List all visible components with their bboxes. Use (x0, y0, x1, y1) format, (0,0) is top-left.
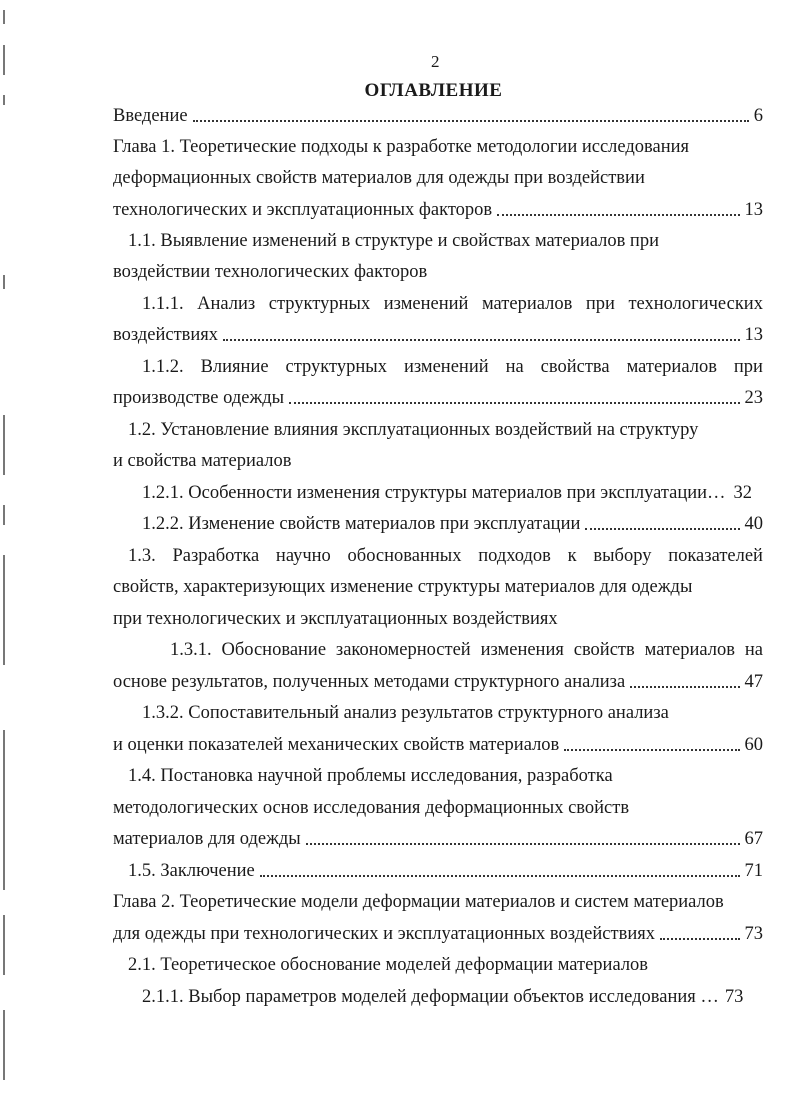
toc-section-1-4-line-1[interactable]: 1.4. Постановка научной проблемы исследования, разработка (128, 766, 613, 786)
toc-section-2-1[interactable]: 2.1. Теоретическое обоснование моделей деформации материалов (128, 955, 649, 975)
toc-entry-text: и оценки показателей механических свойств материалов (113, 735, 560, 755)
toc-page-number: 47 (744, 672, 763, 692)
toc-entry-text: материалов для одежды (113, 829, 301, 849)
dot-leader (630, 686, 739, 688)
word: свойства (540, 357, 610, 377)
toc-section-1-2-line-2[interactable]: и свойства материалов (113, 451, 292, 471)
dot-leader (223, 339, 739, 341)
toc-entry-text: технологических и эксплуатационных факторов (113, 200, 493, 220)
toc-section-1-3-1-line-2[interactable] (113, 670, 763, 694)
toc-section-1-3-line-3[interactable]: при технологических и эксплуатационных воздействиях (113, 609, 558, 629)
word: материалов (481, 294, 573, 314)
word: при (585, 294, 615, 314)
word: структурных (285, 357, 387, 377)
toc-section-1-2-2[interactable] (142, 512, 763, 536)
word: научно (275, 546, 331, 566)
toc-page-number: 13 (744, 200, 763, 220)
word: технологических (628, 294, 763, 314)
toc-entry-text: 2.1.1. Выбор параметров моделей деформации объектов исследования … (142, 987, 719, 1007)
toc-entry-text: основе результатов, полученных методами структурного анализа (113, 672, 626, 692)
toc-entry-intro[interactable] (113, 104, 763, 128)
binding-mark (3, 505, 5, 525)
toc-page-number: 67 (744, 829, 763, 849)
toc-chapter-1-line-3[interactable] (113, 198, 763, 222)
word: изменений (383, 294, 469, 314)
word: к (567, 546, 577, 566)
word: на (505, 357, 524, 377)
word: подходов (478, 546, 551, 566)
toc-section-1-2-1[interactable] (142, 481, 763, 505)
page-title: ОГЛАВЛЕНИЕ (364, 80, 503, 101)
dot-leader (193, 120, 749, 122)
toc-entry-text: 1.2.2. Изменение свойств материалов при эксплуатации (142, 514, 581, 534)
binding-mark (3, 415, 5, 475)
binding-edge-marks (3, 0, 11, 1095)
toc-section-1-1-2-line-1[interactable] (142, 355, 763, 379)
toc-entry-text: для одежды при технологических и эксплуатационных воздействиях (113, 924, 655, 944)
toc-entry-text: Введение (113, 106, 188, 126)
toc-page-number: 32 (733, 483, 753, 503)
toc-page-number: 73 (724, 987, 744, 1007)
toc-section-1-2-line-1[interactable]: 1.2. Установление влияния эксплуатационных воздействий на структуру (128, 420, 699, 440)
toc-page-number: 60 (744, 735, 763, 755)
toc-section-1-3-line-2[interactable]: свойств, характеризующих изменение структуры материалов для одежды (113, 577, 693, 597)
dot-leader (585, 528, 739, 530)
word: при (733, 357, 763, 377)
toc-section-1-1-2-line-2[interactable] (113, 386, 763, 410)
word: выбору (593, 546, 652, 566)
toc-entry-text: производстве одежды (113, 388, 285, 408)
word: изменения (480, 640, 564, 660)
toc-section-1-1-line-2[interactable]: воздействии технологических факторов (113, 262, 428, 282)
word: материалов (644, 640, 735, 660)
word: Анализ (197, 294, 256, 314)
toc-entry-text: воздействиях (113, 325, 219, 345)
word: на (744, 640, 763, 660)
toc-section-1-3-2-line-2[interactable] (113, 733, 763, 757)
dot-leader (260, 875, 740, 877)
dot-leader (289, 402, 739, 404)
word: 1.3.1. (170, 640, 212, 660)
toc-section-1-5[interactable] (128, 859, 763, 883)
word: Обоснование (221, 640, 327, 660)
word: структурных (268, 294, 371, 314)
word: материалов (626, 357, 717, 377)
dot-leader (497, 214, 739, 216)
binding-mark (3, 915, 5, 975)
word: показателей (668, 546, 763, 566)
toc-section-1-3-line-1[interactable] (128, 544, 763, 568)
dot-leader (564, 749, 739, 751)
toc-page-number: 71 (744, 861, 763, 881)
toc-section-1-1-line-1[interactable]: 1.1. Выявление изменений в структуре и свойствах материалов при (128, 231, 659, 251)
page-number: 2 (431, 52, 440, 71)
binding-mark (3, 45, 5, 75)
dot-leader (306, 843, 740, 845)
toc-chapter-2-line-2[interactable] (113, 922, 763, 946)
toc-chapter-1-line-2[interactable]: деформационных свойств материалов для одежды при воздействии (113, 168, 645, 188)
toc-section-1-3-1-line-1[interactable] (170, 638, 763, 662)
word: 1.3. (128, 546, 156, 566)
word: 1.1.1. (142, 294, 184, 314)
word: обоснованных (347, 546, 462, 566)
dot-leader (660, 938, 740, 940)
binding-mark (3, 275, 5, 289)
toc-page-number: 73 (744, 924, 763, 944)
toc-entry-text: 1.2.1. Особенности изменения структуры материалов при эксплуатации… (142, 483, 726, 503)
toc-section-1-3-2-line-1[interactable]: 1.3.2. Сопоставительный анализ результатов структурного анализа (142, 703, 669, 723)
toc-section-1-4-line-3[interactable] (113, 827, 763, 851)
toc-entry-text: 1.5. Заключение (128, 861, 255, 881)
binding-mark (3, 730, 5, 890)
toc-page-number: 6 (753, 106, 763, 126)
toc-section-2-1-1[interactable] (142, 985, 753, 1009)
toc-chapter-1-line-1[interactable]: Глава 1. Теоретические подходы к разработке методологии исследования (113, 137, 690, 157)
binding-mark (3, 555, 5, 665)
toc-section-1-4-line-2[interactable]: методологических основ исследования деформационных свойств (113, 798, 630, 818)
word: Влияние (200, 357, 269, 377)
word: 1.1.2. (142, 357, 184, 377)
word: закономерностей (335, 640, 471, 660)
word: Разработка (172, 546, 260, 566)
toc-page-number: 23 (744, 388, 763, 408)
toc-page-number: 40 (744, 514, 763, 534)
binding-mark (3, 1010, 5, 1080)
word: изменений (403, 357, 489, 377)
word: свойств (573, 640, 635, 660)
toc-section-1-1-1-line-1[interactable] (142, 292, 763, 316)
binding-mark (3, 10, 5, 24)
toc-section-1-1-1-line-2[interactable] (113, 323, 763, 347)
toc-page-number: 13 (744, 325, 763, 345)
toc-chapter-2-line-1[interactable]: Глава 2. Теоретические модели деформации материалов и систем материалов (113, 892, 724, 912)
